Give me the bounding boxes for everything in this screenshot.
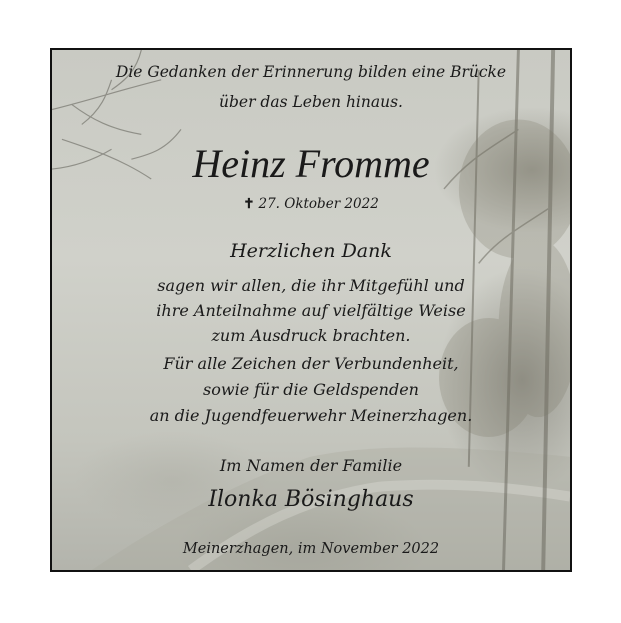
place-and-date: Meinerzhagen, im November 2022 (182, 541, 440, 557)
quote-line-1: Die Gedanken der Erinnerung bilden eine Brücke (115, 63, 507, 81)
death-date (52, 196, 570, 212)
thanks-line-4: Für alle Zeichen der Verbundenheit, (163, 354, 459, 373)
on-behalf-of-family: Im Namen der Familie (219, 456, 403, 475)
thanks-line-3: zum Ausdruck brachten. (211, 326, 411, 345)
obituary-card (50, 48, 572, 572)
thanks-line-2: ihre Anteilnahme auf vielfältige Weise (156, 301, 466, 320)
quote-line-2: über das Leben hinaus. (219, 93, 403, 111)
thanks-heading: Herzlichen Dank (230, 240, 392, 262)
thanks-line-6: an die Jugendfeuerwehr Meinerzhagen. (149, 406, 473, 425)
death-date-text: 27. Oktober 2022 (258, 196, 379, 212)
signer-name: Ilonka Bösinghaus (208, 487, 414, 512)
cross-icon: ✝ (243, 196, 255, 212)
thanks-line-5: sowie für die Geldspenden (203, 380, 419, 399)
deceased-name: Heinz Fromme (192, 141, 430, 186)
thanks-line-1: sagen wir allen, die ihr Mitgefühl und (157, 276, 465, 295)
